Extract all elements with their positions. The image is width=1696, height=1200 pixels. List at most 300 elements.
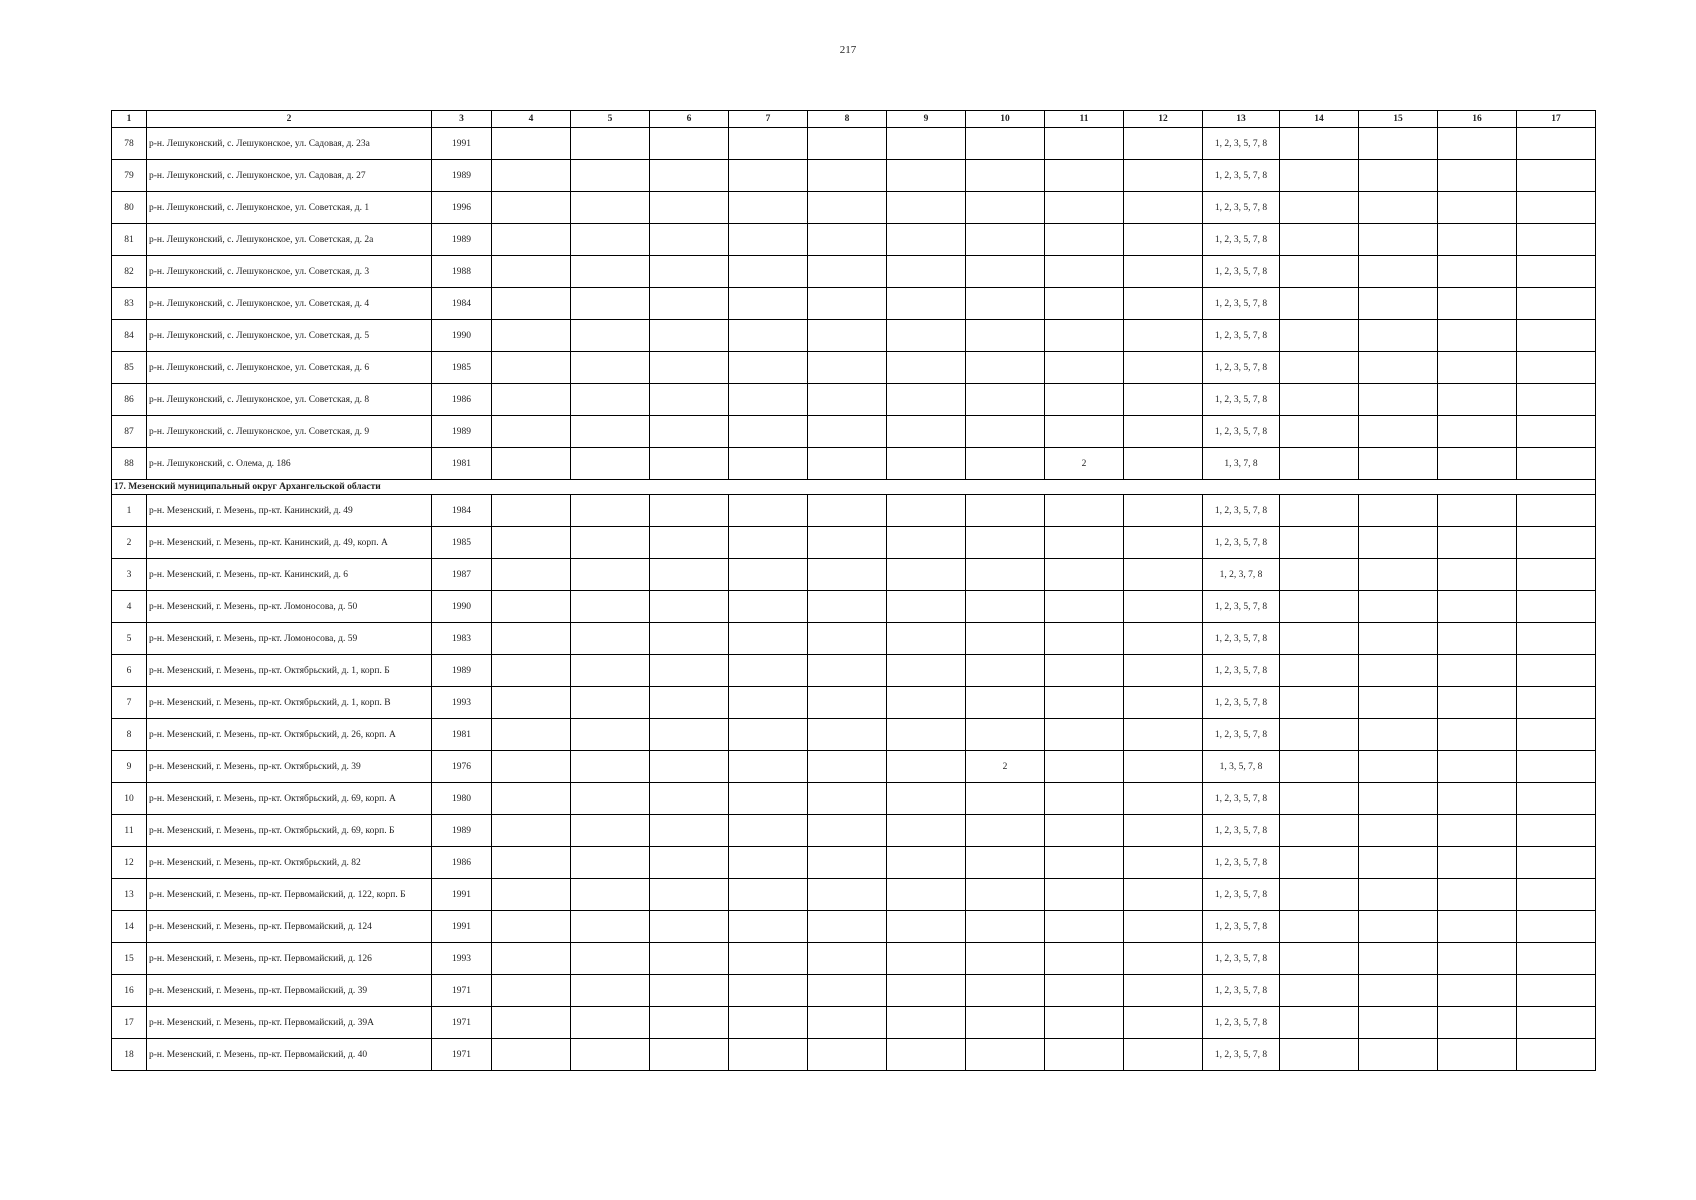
col11-cell [1045,911,1124,943]
empty-cell [1280,623,1359,655]
empty-cell [1517,879,1596,911]
empty-cell [1359,815,1438,847]
row-number-cell: 17 [112,1007,147,1039]
table-row [112,559,1596,591]
empty-cell [1359,256,1438,288]
empty-cell [1124,192,1203,224]
empty-cell [1280,160,1359,192]
empty-cell [729,1007,808,1039]
empty-cell [808,847,887,879]
empty-cell [1517,655,1596,687]
row-number-cell: 14 [112,911,147,943]
year-cell: 1987 [432,559,492,591]
work-types-cell: 1, 2, 3, 5, 7, 8 [1203,879,1280,911]
empty-cell [1280,591,1359,623]
empty-cell [887,495,966,527]
work-types-cell: 1, 3, 7, 8 [1203,448,1280,480]
table-row [112,943,1596,975]
empty-cell [1438,655,1517,687]
empty-cell [887,416,966,448]
empty-cell [887,256,966,288]
empty-cell [1517,687,1596,719]
empty-cell [1438,591,1517,623]
empty-cell [650,687,729,719]
empty-cell [887,591,966,623]
work-types-cell: 1, 2, 3, 5, 7, 8 [1203,224,1280,256]
empty-cell [1124,879,1203,911]
empty-cell [1280,655,1359,687]
table-row [112,751,1596,783]
empty-cell [1438,1007,1517,1039]
year-cell: 1989 [432,815,492,847]
empty-cell [1438,911,1517,943]
empty-cell [571,384,650,416]
empty-cell [492,719,571,751]
empty-cell [887,815,966,847]
empty-cell [887,1007,966,1039]
empty-cell [729,719,808,751]
col11-cell [1045,527,1124,559]
empty-cell [650,1007,729,1039]
empty-cell [1438,687,1517,719]
empty-cell [729,320,808,352]
empty-cell [571,288,650,320]
empty-cell [650,815,729,847]
column-header: 16 [1438,111,1517,128]
address-cell: р-н. Мезенский, г. Мезень, пр-кт. Октябрьский, д. 1, корп. В [147,687,432,719]
empty-cell [729,352,808,384]
empty-cell [650,975,729,1007]
empty-cell [1124,160,1203,192]
work-types-cell: 1, 2, 3, 5, 7, 8 [1203,288,1280,320]
empty-cell [1438,559,1517,591]
address-cell: р-н. Лешуконский, с. Лешуконское, ул. Советская, д. 4 [147,288,432,320]
column-header: 2 [147,111,432,128]
empty-cell [1280,879,1359,911]
year-cell: 1991 [432,879,492,911]
empty-cell [650,416,729,448]
empty-cell [1124,655,1203,687]
col11-cell [1045,495,1124,527]
empty-cell [492,320,571,352]
empty-cell [729,160,808,192]
empty-cell [650,623,729,655]
address-cell: р-н. Мезенский, г. Мезень, пр-кт. Октябрьский, д. 82 [147,847,432,879]
empty-cell [492,815,571,847]
empty-cell [729,288,808,320]
empty-cell [1280,384,1359,416]
empty-cell [1359,687,1438,719]
year-cell: 1986 [432,384,492,416]
empty-cell [1438,879,1517,911]
empty-cell [571,655,650,687]
row-number-cell: 16 [112,975,147,1007]
work-types-cell: 1, 2, 3, 5, 7, 8 [1203,623,1280,655]
empty-cell [492,192,571,224]
empty-cell [1359,495,1438,527]
empty-cell [887,655,966,687]
row-number-cell: 86 [112,384,147,416]
year-cell: 1990 [432,320,492,352]
work-types-cell: 1, 2, 3, 5, 7, 8 [1203,687,1280,719]
table-row [112,495,1596,527]
work-types-cell: 1, 2, 3, 5, 7, 8 [1203,320,1280,352]
empty-cell [729,448,808,480]
table-row [112,911,1596,943]
empty-cell [650,879,729,911]
empty-cell [887,384,966,416]
row-number-cell: 81 [112,224,147,256]
col11-cell [1045,384,1124,416]
empty-cell [1124,495,1203,527]
empty-cell [650,224,729,256]
empty-cell [650,943,729,975]
empty-cell [1280,815,1359,847]
empty-cell [887,192,966,224]
empty-cell [729,911,808,943]
empty-cell [1517,975,1596,1007]
col10-cell: 2 [966,751,1045,783]
empty-cell [729,879,808,911]
col11-cell [1045,719,1124,751]
empty-cell [492,448,571,480]
col10-cell [966,975,1045,1007]
address-cell: р-н. Лешуконский, с. Лешуконское, ул. Советская, д. 1 [147,192,432,224]
empty-cell [492,352,571,384]
empty-cell [808,1039,887,1071]
empty-cell [729,655,808,687]
column-header: 17 [1517,111,1596,128]
empty-cell [808,783,887,815]
empty-cell [650,160,729,192]
table-row [112,879,1596,911]
empty-cell [1517,160,1596,192]
section-heading-row [112,480,1596,495]
column-header: 15 [1359,111,1438,128]
col10-cell [966,192,1045,224]
empty-cell [492,879,571,911]
empty-cell [729,559,808,591]
empty-cell [808,448,887,480]
empty-cell [808,416,887,448]
empty-cell [1359,384,1438,416]
empty-cell [1359,911,1438,943]
empty-cell [1438,495,1517,527]
work-types-cell: 1, 2, 3, 5, 7, 8 [1203,975,1280,1007]
empty-cell [650,352,729,384]
year-cell: 1991 [432,128,492,160]
col10-cell [966,943,1045,975]
empty-cell [1124,448,1203,480]
work-types-cell: 1, 2, 3, 5, 7, 8 [1203,783,1280,815]
empty-cell [1517,591,1596,623]
empty-cell [808,911,887,943]
empty-cell [808,943,887,975]
empty-cell [808,160,887,192]
empty-cell [1517,527,1596,559]
empty-cell [887,1039,966,1071]
work-types-cell: 1, 2, 3, 5, 7, 8 [1203,160,1280,192]
row-number-cell: 79 [112,160,147,192]
empty-cell [571,751,650,783]
row-number-cell: 9 [112,751,147,783]
empty-cell [1517,911,1596,943]
col10-cell [966,527,1045,559]
empty-cell [1124,687,1203,719]
col11-cell: 2 [1045,448,1124,480]
empty-cell [1124,815,1203,847]
work-types-cell: 1, 2, 3, 5, 7, 8 [1203,911,1280,943]
empty-cell [571,847,650,879]
empty-cell [1517,416,1596,448]
empty-cell [1124,288,1203,320]
work-types-cell: 1, 2, 3, 5, 7, 8 [1203,495,1280,527]
empty-cell [887,751,966,783]
table-row [112,224,1596,256]
work-types-cell: 1, 2, 3, 5, 7, 8 [1203,384,1280,416]
empty-cell [729,687,808,719]
empty-cell [1124,1039,1203,1071]
empty-cell [1438,224,1517,256]
empty-cell [1124,320,1203,352]
empty-cell [1359,160,1438,192]
column-header: 4 [492,111,571,128]
empty-cell [808,687,887,719]
empty-cell [1280,288,1359,320]
row-number-cell: 8 [112,719,147,751]
table-row [112,320,1596,352]
col10-cell [966,224,1045,256]
empty-cell [808,1007,887,1039]
empty-cell [1517,719,1596,751]
empty-cell [887,527,966,559]
empty-cell [1438,384,1517,416]
address-cell: р-н. Мезенский, г. Мезень, пр-кт. Первомайский, д. 39 [147,975,432,1007]
address-cell: р-н. Мезенский, г. Мезень, пр-кт. Октябрьский, д. 26, корп. А [147,719,432,751]
empty-cell [1359,879,1438,911]
empty-cell [492,288,571,320]
address-cell: р-н. Мезенский, г. Мезень, пр-кт. Октябрьский, д. 39 [147,751,432,783]
empty-cell [1124,128,1203,160]
empty-cell [1517,352,1596,384]
empty-cell [1359,1039,1438,1071]
empty-cell [1438,160,1517,192]
col10-cell [966,416,1045,448]
empty-cell [492,224,571,256]
empty-cell [1124,783,1203,815]
table-row [112,128,1596,160]
empty-cell [650,591,729,623]
empty-cell [1517,559,1596,591]
address-cell: р-н. Лешуконский, с. Лешуконское, ул. Садовая, д. 27 [147,160,432,192]
empty-cell [492,847,571,879]
table-row [112,288,1596,320]
empty-cell [729,815,808,847]
table-row [112,527,1596,559]
year-cell: 1976 [432,751,492,783]
empty-cell [1438,623,1517,655]
year-cell: 1981 [432,719,492,751]
address-cell: р-н. Мезенский, г. Мезень, пр-кт. Канинский, д. 6 [147,559,432,591]
empty-cell [1517,783,1596,815]
work-types-cell: 1, 3, 5, 7, 8 [1203,751,1280,783]
empty-cell [808,224,887,256]
col10-cell [966,559,1045,591]
empty-cell [1438,751,1517,783]
row-number-cell: 87 [112,416,147,448]
registry-table [111,110,1596,1071]
year-cell: 1971 [432,1007,492,1039]
empty-cell [1517,1039,1596,1071]
section-heading: 17. Мезенский муниципальный округ Архангельской области [112,480,1596,495]
empty-cell [1280,783,1359,815]
empty-cell [887,847,966,879]
empty-cell [1517,128,1596,160]
empty-cell [492,495,571,527]
empty-cell [729,527,808,559]
empty-cell [808,975,887,1007]
col10-cell [966,128,1045,160]
empty-cell [729,1039,808,1071]
empty-cell [808,128,887,160]
empty-cell [492,751,571,783]
empty-cell [1517,288,1596,320]
year-cell: 1984 [432,288,492,320]
empty-cell [1517,815,1596,847]
empty-cell [650,495,729,527]
year-cell: 1983 [432,623,492,655]
empty-cell [1124,1007,1203,1039]
work-types-cell: 1, 2, 3, 5, 7, 8 [1203,1039,1280,1071]
empty-cell [729,623,808,655]
empty-cell [729,943,808,975]
table-row [112,416,1596,448]
work-types-cell: 1, 2, 3, 5, 7, 8 [1203,527,1280,559]
col10-cell [966,719,1045,751]
work-types-cell: 1, 2, 3, 5, 7, 8 [1203,256,1280,288]
empty-cell [1359,192,1438,224]
empty-cell [1517,448,1596,480]
row-number-cell: 7 [112,687,147,719]
col11-cell [1045,847,1124,879]
empty-cell [887,288,966,320]
column-header: 5 [571,111,650,128]
table-row [112,192,1596,224]
row-number-cell: 10 [112,783,147,815]
year-cell: 1989 [432,224,492,256]
empty-cell [492,655,571,687]
empty-cell [808,288,887,320]
empty-cell [1124,623,1203,655]
column-header: 1 [112,111,147,128]
address-cell: р-н. Мезенский, г. Мезень, пр-кт. Ломоносова, д. 50 [147,591,432,623]
empty-cell [650,384,729,416]
empty-cell [729,416,808,448]
empty-cell [1124,719,1203,751]
empty-cell [492,943,571,975]
empty-cell [492,1039,571,1071]
work-types-cell: 1, 2, 3, 5, 7, 8 [1203,815,1280,847]
empty-cell [571,160,650,192]
empty-cell [1280,911,1359,943]
empty-cell [492,527,571,559]
col11-cell [1045,815,1124,847]
address-cell: р-н. Мезенский, г. Мезень, пр-кт. Первомайский, д. 122, корп. Б [147,879,432,911]
empty-cell [1438,192,1517,224]
empty-cell [1359,320,1438,352]
empty-cell [887,224,966,256]
year-cell: 1991 [432,911,492,943]
empty-cell [1438,719,1517,751]
empty-cell [808,352,887,384]
address-cell: р-н. Лешуконский, с. Лешуконское, ул. Советская, д. 3 [147,256,432,288]
empty-cell [808,751,887,783]
year-cell: 1988 [432,256,492,288]
empty-cell [1438,256,1517,288]
row-number-cell: 18 [112,1039,147,1071]
address-cell: р-н. Лешуконский, с. Лешуконское, ул. Советская, д. 8 [147,384,432,416]
empty-cell [492,256,571,288]
empty-cell [571,224,650,256]
work-types-cell: 1, 2, 3, 5, 7, 8 [1203,655,1280,687]
table-row [112,160,1596,192]
empty-cell [650,655,729,687]
empty-cell [650,192,729,224]
row-number-cell: 5 [112,623,147,655]
empty-cell [650,783,729,815]
empty-cell [650,256,729,288]
empty-cell [571,256,650,288]
row-number-cell: 85 [112,352,147,384]
col11-cell [1045,783,1124,815]
row-number-cell: 84 [112,320,147,352]
work-types-cell: 1, 2, 3, 7, 8 [1203,559,1280,591]
address-cell: р-н. Мезенский, г. Мезень, пр-кт. Ломоносова, д. 59 [147,623,432,655]
year-cell: 1980 [432,783,492,815]
address-cell: р-н. Мезенский, г. Мезень, пр-кт. Октябрьский, д. 69, корп. А [147,783,432,815]
empty-cell [571,975,650,1007]
empty-cell [1280,192,1359,224]
empty-cell [1438,815,1517,847]
empty-cell [1280,1007,1359,1039]
empty-cell [571,1039,650,1071]
col11-cell [1045,160,1124,192]
empty-cell [1517,495,1596,527]
row-number-cell: 15 [112,943,147,975]
table-row [112,655,1596,687]
empty-cell [1124,416,1203,448]
empty-cell [1438,847,1517,879]
work-types-cell: 1, 2, 3, 5, 7, 8 [1203,192,1280,224]
table-row [112,847,1596,879]
address-cell: р-н. Лешуконский, с. Лешуконское, ул. Советская, д. 2а [147,224,432,256]
empty-cell [1280,495,1359,527]
empty-cell [571,719,650,751]
column-header: 10 [966,111,1045,128]
empty-cell [492,687,571,719]
table-row [112,1007,1596,1039]
empty-cell [571,623,650,655]
empty-cell [1124,224,1203,256]
empty-cell [1438,975,1517,1007]
empty-cell [650,527,729,559]
empty-cell [1359,128,1438,160]
empty-cell [492,160,571,192]
col11-cell [1045,655,1124,687]
work-types-cell: 1, 2, 3, 5, 7, 8 [1203,1007,1280,1039]
empty-cell [808,591,887,623]
empty-cell [1280,527,1359,559]
